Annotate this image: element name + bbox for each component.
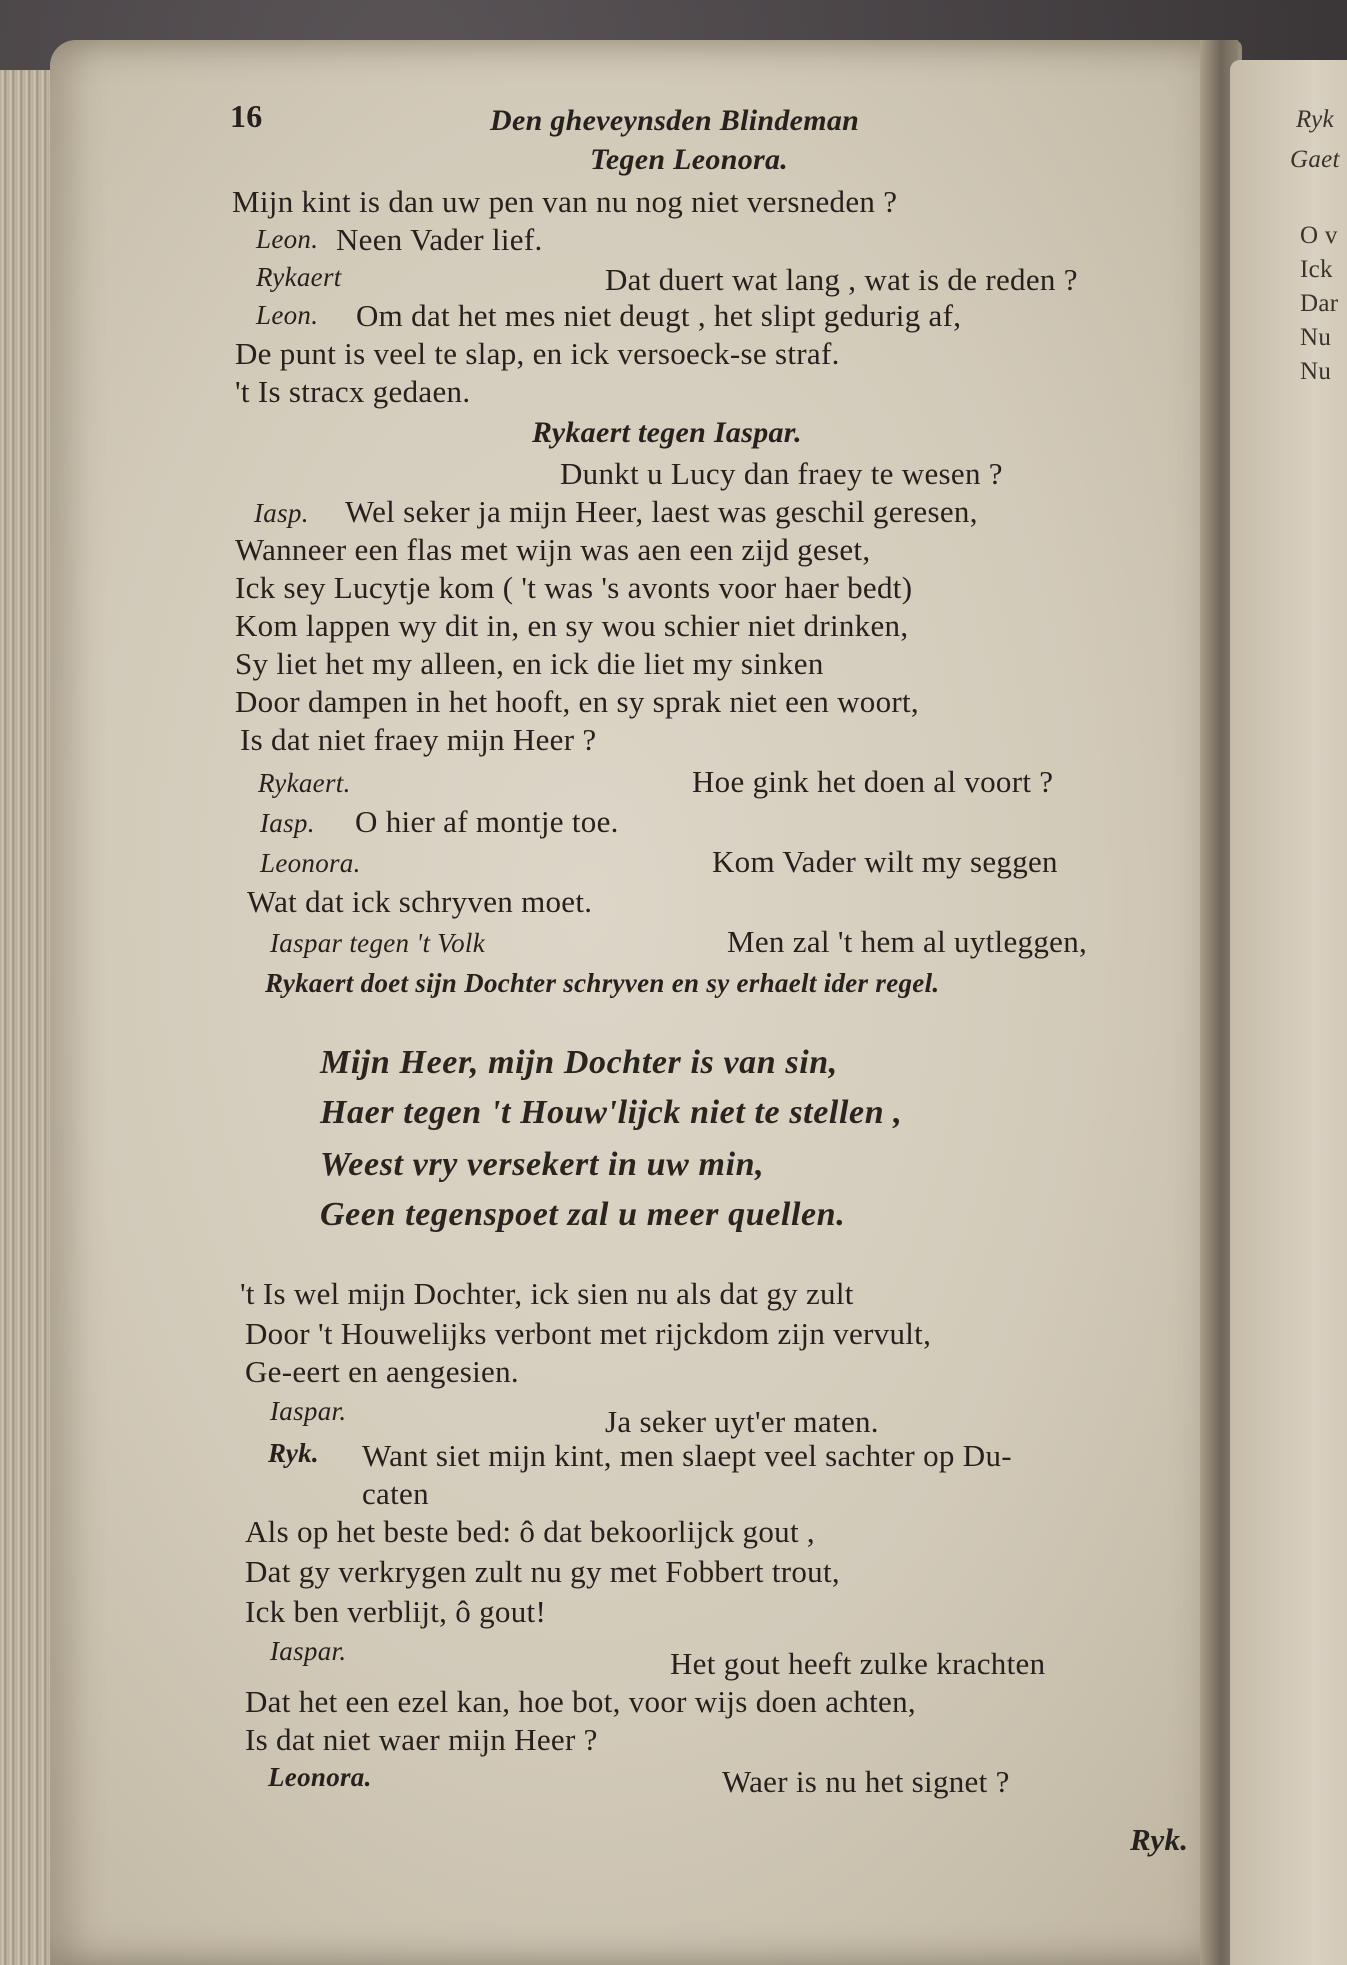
text-line: Wanneer een flas met wijn was aen een zijd geset, [235,532,871,567]
speaker-name: Leonora. [268,1762,372,1792]
text-line: O hier af montje toe. [355,804,619,839]
text-line: 't Is stracx gedaen. [235,374,471,409]
facing-page-text: Nu [1300,358,1332,385]
text-line: Sy liet het my alleen, en ick die liet my sinken [235,646,824,681]
text-line: De punt is veel te slap, en ick versoeck-se straf. [235,336,840,371]
facing-page-text: Ryk [1296,106,1334,133]
verse-line: Haer tegen 't Houw'lijck niet te stellen , [320,1094,903,1131]
speaker-name: Rykaert [256,262,342,292]
text-line: Is dat niet fraey mijn Heer ? [240,722,597,757]
text-line: Dat het een ezel kan, hoe bot, voor wijs doen achten, [245,1684,916,1719]
stage-direction: Rykaert doet sijn Dochter schryven en sy erhaelt ider regel. [265,968,940,998]
speaker-name: Ryk. [268,1438,319,1468]
speaker-name: Iaspar. [270,1396,347,1426]
facing-page-text: Ick [1300,256,1333,283]
speaker-name: Leonora. [260,848,361,878]
text-line: Dat gy verkrygen zult nu gy met Fobbert trout, [245,1554,840,1589]
text-line: Want siet mijn kint, men slaept veel sachter op Du- [362,1438,1012,1473]
text-line: Dunkt u Lucy dan fraey te wesen ? [560,456,1003,491]
text-line: Dat duert wat lang , wat is de reden ? [605,262,1078,297]
text-line: Om dat het mes niet deugt , het slipt gedurig af, [356,298,962,333]
speaker-name: Leon. [256,224,319,254]
text-line: 't Is wel mijn Dochter, ick sien nu als dat gy zult [240,1276,854,1311]
text-line: Mijn kint is dan uw pen van nu nog niet versneden ? [232,184,898,219]
stage-direction: Tegen Leonora. [590,143,789,176]
catchword: Ryk. [1130,1822,1189,1857]
text-line: Is dat niet waer mijn Heer ? [245,1722,598,1757]
text-line: Door dampen in het hooft, en sy sprak niet een woort, [235,684,919,719]
speaker-name: Iaspar. [270,1636,347,1666]
stage-direction: Rykaert tegen Iaspar. [532,416,802,449]
text-line: Hoe gink het doen al voort ? [692,764,1054,799]
verse-line: Weest vry versekert in uw min, [320,1146,765,1183]
text-line: Ick sey Lucytje kom ( 't was 's avonts voor haer bedt) [235,570,913,605]
facing-page-text: O v [1300,222,1338,249]
text-line: Wel seker ja mijn Heer, laest was geschil geresen, [345,494,978,529]
text-line: Het gout heeft zulke krachten [670,1646,1046,1681]
verse-line: Mijn Heer, mijn Dochter is van sin, [320,1044,838,1081]
facing-page-text: Dar [1300,290,1339,317]
verse-line: Geen tegenspoet zal u meer quellen. [320,1196,846,1233]
text-line: Ge-eert en aengesien. [245,1354,519,1389]
text-line: Ick ben verblijt, ô gout! [245,1594,547,1629]
text-line: Als op het beste bed: ô dat bekoorlijck gout , [245,1514,815,1549]
text-line: Kom Vader wilt my seggen [712,844,1058,879]
speaker-name: Iasp. [254,498,309,528]
speaker-name: Iasp. [260,808,315,838]
text-line: Waer is nu het signet ? [722,1764,1010,1799]
stage-direction: Iaspar tegen 't Volk [270,928,485,958]
text-line: caten [362,1476,429,1511]
facing-page-text: Nu [1300,324,1332,351]
speaker-name: Leon. [256,300,319,330]
running-title: Den gheveynsden Blindeman [490,104,860,137]
text-line: Men zal 't hem al uytleggen, [727,924,1088,959]
text-line: Neen Vader lief. [336,222,543,257]
page-number: 16 [230,98,263,134]
text-line: Kom lappen wy dit in, en sy wou schier niet drinken, [235,608,909,643]
text-line: Ja seker uyt'er maten. [605,1404,879,1439]
speaker-name: Rykaert. [258,768,351,798]
text-line: Door 't Houwelijks verbont met rijckdom zijn vervult, [245,1316,932,1351]
facing-page-text: Gaet [1290,146,1340,173]
text-line: Wat dat ick schryven moet. [247,884,593,919]
